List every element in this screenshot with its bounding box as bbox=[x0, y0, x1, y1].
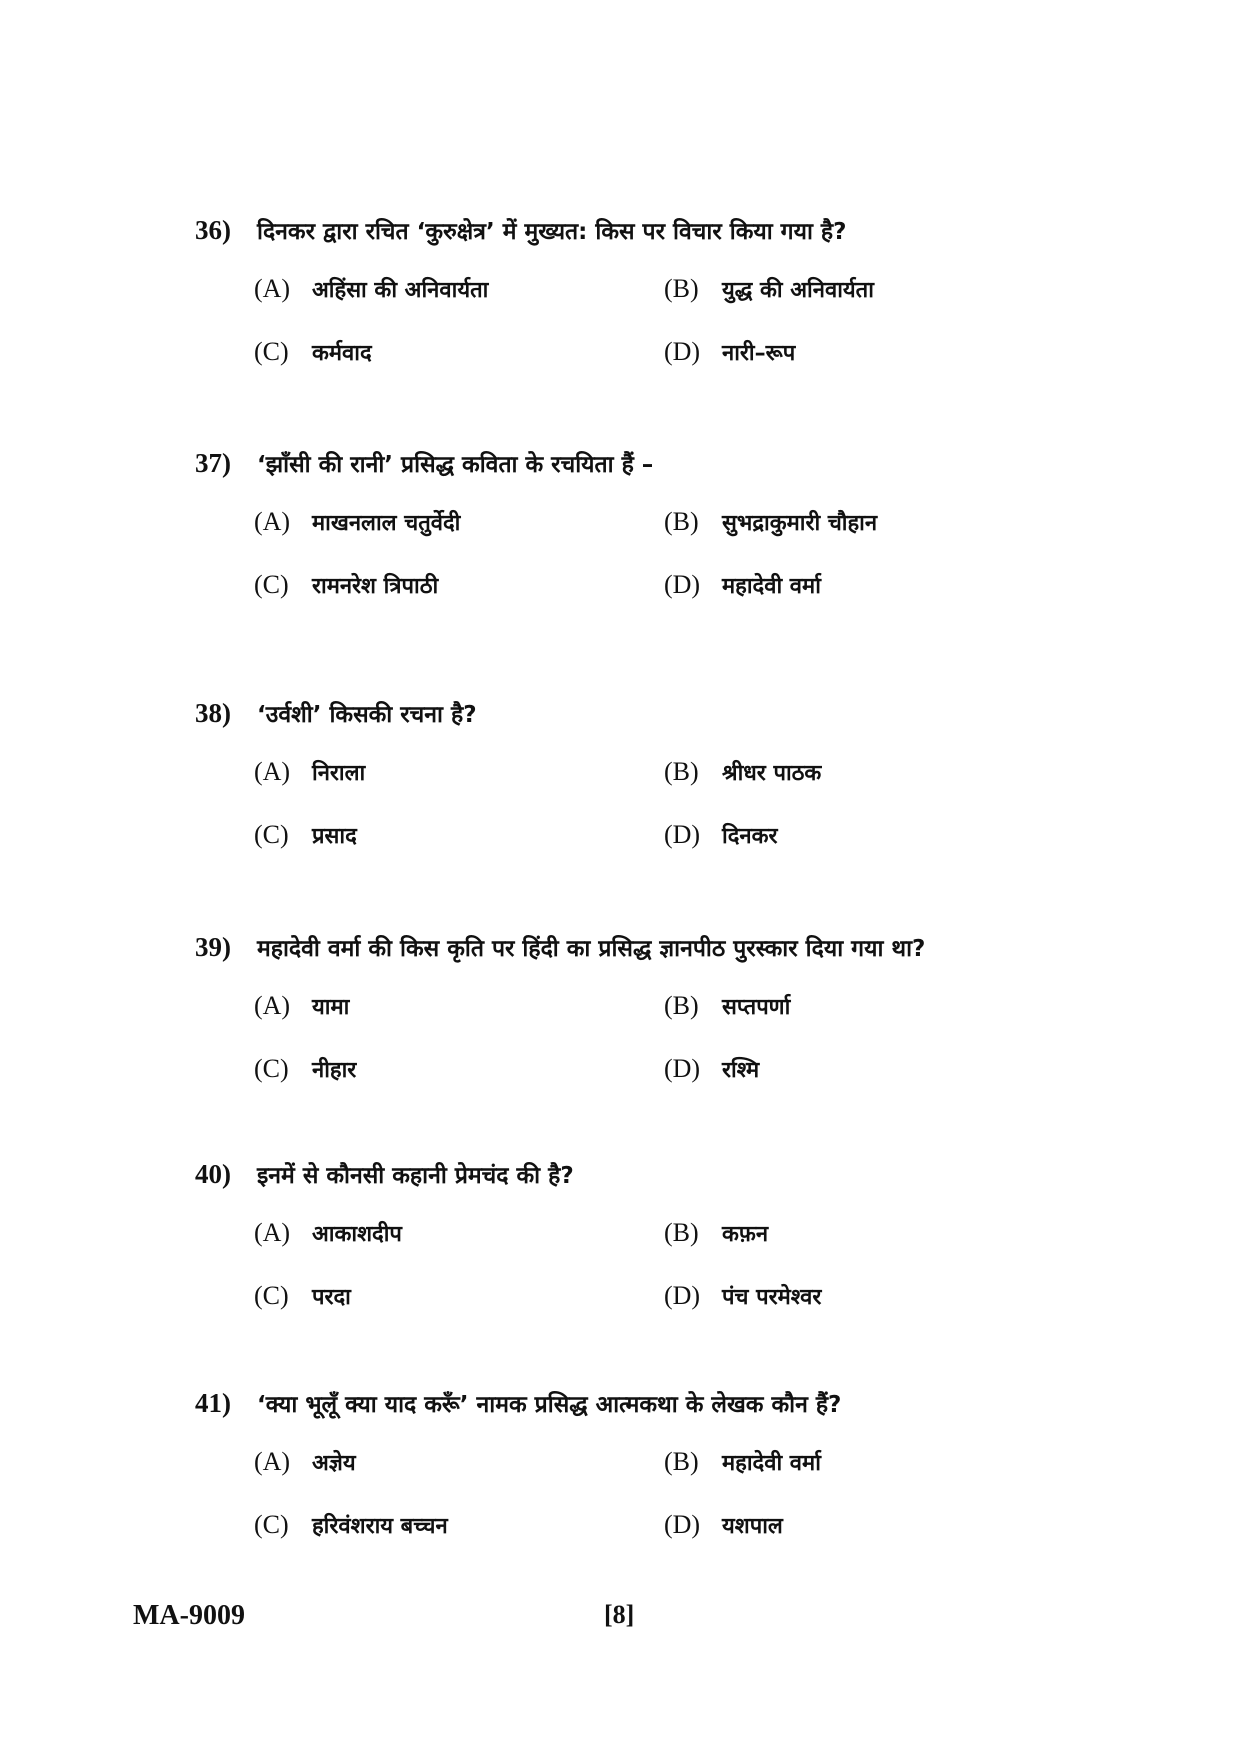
question-text: ‘उर्वशी’ किसकी रचना है? bbox=[257, 702, 477, 728]
option-text: प्रसाद bbox=[312, 824, 357, 849]
option-c bbox=[254, 1051, 356, 1087]
question-number: 38) bbox=[195, 697, 231, 728]
option-c bbox=[254, 1278, 351, 1314]
option-c bbox=[254, 817, 357, 853]
option-d bbox=[664, 817, 777, 853]
option-text: यशपाल bbox=[722, 1514, 783, 1539]
option-text: अज्ञेय bbox=[312, 1451, 356, 1476]
option-letter: (D) bbox=[664, 1510, 701, 1539]
option-text: अहिंसा की अनिवार्यता bbox=[312, 278, 489, 303]
question-text: ‘झाँसी की रानी’ प्रसिद्ध कविता के रचयिता हैं – bbox=[257, 452, 654, 478]
option-a bbox=[254, 754, 365, 790]
option-c bbox=[254, 1507, 448, 1543]
question-stem bbox=[195, 693, 477, 733]
question-number: 39) bbox=[195, 931, 231, 962]
option-text: परदा bbox=[312, 1285, 351, 1310]
option-letter: (B) bbox=[664, 1218, 699, 1247]
option-text: श्रीधर पाठक bbox=[722, 761, 822, 786]
option-letter: (B) bbox=[664, 757, 699, 786]
option-b bbox=[664, 754, 821, 790]
option-text: सुभद्राकुमारी चौहान bbox=[722, 511, 878, 536]
option-letter: (D) bbox=[664, 1281, 701, 1310]
option-c bbox=[254, 567, 438, 603]
option-text: युद्ध की अनिवार्यता bbox=[722, 278, 874, 303]
option-text: आकाशदीप bbox=[312, 1222, 402, 1247]
question-stem bbox=[195, 1154, 574, 1194]
question-stem bbox=[195, 210, 846, 250]
option-text: रश्मि bbox=[722, 1058, 760, 1083]
question-41 bbox=[0, 1383, 1241, 1558]
option-d bbox=[664, 1278, 821, 1314]
question-38 bbox=[0, 693, 1241, 868]
option-text: पंच परमेश्वर bbox=[722, 1285, 822, 1310]
option-letter: (C) bbox=[254, 337, 289, 366]
option-text: दिनकर bbox=[722, 824, 778, 849]
option-letter: (A) bbox=[254, 1218, 291, 1247]
option-letter: (D) bbox=[664, 570, 701, 599]
option-letter: (C) bbox=[254, 1510, 289, 1539]
option-b bbox=[664, 271, 874, 307]
question-stem bbox=[195, 443, 653, 483]
option-a bbox=[254, 988, 349, 1024]
page-number: [8] bbox=[604, 1600, 635, 1629]
option-b bbox=[664, 1215, 768, 1251]
option-d bbox=[664, 334, 795, 370]
option-letter: (C) bbox=[254, 570, 289, 599]
option-text: नारी–रूप bbox=[722, 341, 796, 366]
question-number: 37) bbox=[195, 447, 231, 478]
question-39 bbox=[0, 927, 1241, 1102]
option-text: माखनलाल चतुर्वेदी bbox=[312, 511, 461, 536]
question-40 bbox=[0, 1154, 1241, 1329]
option-letter: (A) bbox=[254, 1447, 291, 1476]
question-37 bbox=[0, 443, 1241, 618]
question-number: 36) bbox=[195, 214, 231, 245]
option-letter: (A) bbox=[254, 274, 291, 303]
option-b bbox=[664, 504, 877, 540]
option-c bbox=[254, 334, 372, 370]
option-d bbox=[664, 567, 821, 603]
option-letter: (D) bbox=[664, 820, 701, 849]
question-text: इनमें से कौनसी कहानी प्रेमचंद की है? bbox=[257, 1163, 574, 1189]
option-text: यामा bbox=[312, 995, 350, 1020]
option-b bbox=[664, 988, 790, 1024]
question-text: दिनकर द्वारा रचित ‘कुरुक्षेत्र’ में मुख्यत: किस पर विचार किया गया है? bbox=[257, 219, 847, 245]
paper-code: MA-9009 bbox=[133, 1600, 245, 1631]
option-letter: (D) bbox=[664, 1054, 701, 1083]
option-text: रामनरेश त्रिपाठी bbox=[312, 574, 439, 599]
question-stem bbox=[195, 1383, 841, 1423]
option-text: महादेवी वर्मा bbox=[722, 1451, 821, 1476]
option-text: महादेवी वर्मा bbox=[722, 574, 821, 599]
question-stem bbox=[195, 927, 925, 967]
option-letter: (B) bbox=[664, 274, 699, 303]
option-text: निराला bbox=[312, 761, 366, 786]
option-letter: (C) bbox=[254, 1054, 289, 1083]
option-a bbox=[254, 271, 488, 307]
question-36 bbox=[0, 210, 1241, 385]
option-letter: (B) bbox=[664, 507, 699, 536]
option-letter: (A) bbox=[254, 991, 291, 1020]
option-text: नीहार bbox=[312, 1058, 357, 1083]
option-letter: (B) bbox=[664, 991, 699, 1020]
option-a bbox=[254, 1215, 402, 1251]
option-letter: (C) bbox=[254, 820, 289, 849]
question-number: 40) bbox=[195, 1158, 231, 1189]
option-letter: (D) bbox=[664, 337, 701, 366]
option-a bbox=[254, 504, 460, 540]
option-letter: (A) bbox=[254, 757, 291, 786]
option-text: कर्मवाद bbox=[312, 341, 372, 366]
option-d bbox=[664, 1051, 759, 1087]
option-text: हरिवंशराय बच्चन bbox=[312, 1514, 448, 1539]
question-number: 41) bbox=[195, 1387, 231, 1418]
option-text: सप्तपर्णा bbox=[722, 995, 791, 1020]
option-a bbox=[254, 1444, 356, 1480]
option-letter: (A) bbox=[254, 507, 291, 536]
option-b bbox=[664, 1444, 821, 1480]
question-text: महादेवी वर्मा की किस कृति पर हिंदी का प्रसिद्ध ज्ञानपीठ पुरस्कार दिया गया था? bbox=[257, 936, 926, 962]
option-d bbox=[664, 1507, 783, 1543]
option-letter: (C) bbox=[254, 1281, 289, 1310]
option-letter: (B) bbox=[664, 1447, 699, 1476]
question-text: ‘क्या भूलूँ क्या याद करूँ’ नामक प्रसिद्ध आत्मकथा के लेखक कौन हैं? bbox=[257, 1392, 842, 1418]
option-text: कफ़न bbox=[722, 1222, 769, 1247]
